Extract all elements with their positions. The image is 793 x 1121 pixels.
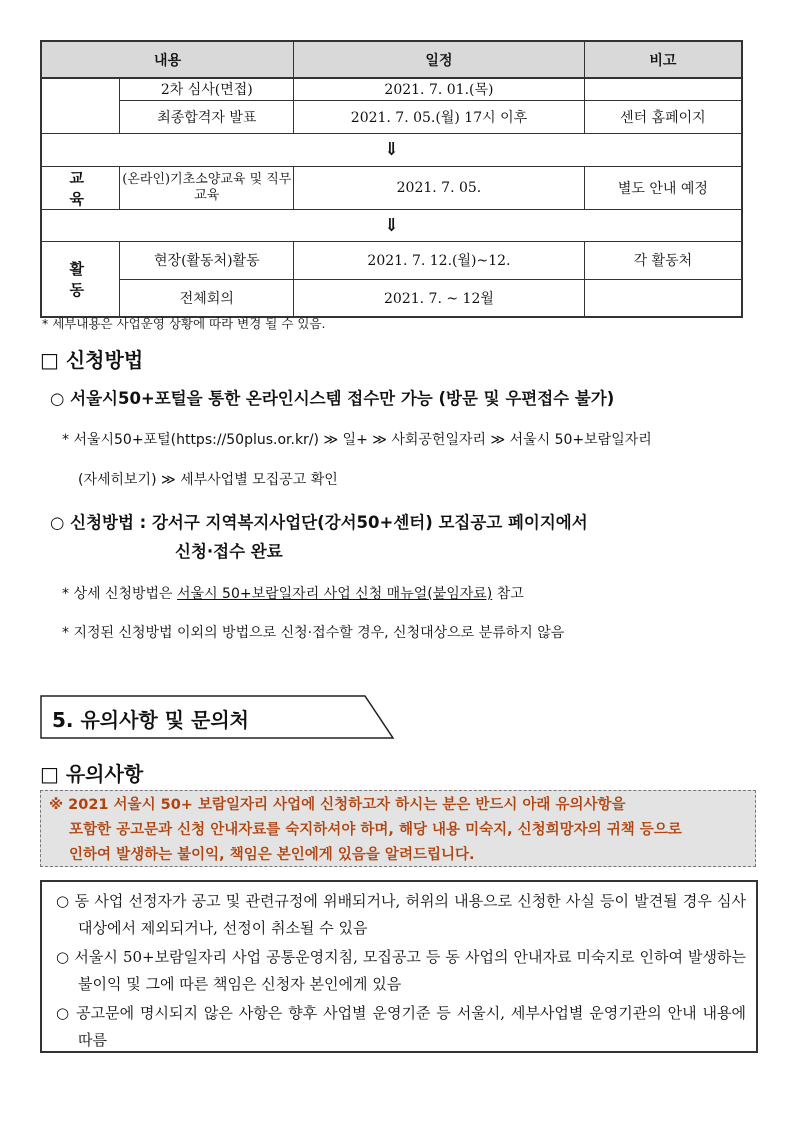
apply-bullet-1: ○ 서울시50+포털을 통한 온라인시스템 접수만 가능 (방문 및 우편접수 불가): [50, 389, 615, 408]
table-cell: 별도 안내 예정: [584, 166, 742, 209]
table-cell: 2021. 7. ~ 12월: [294, 279, 585, 317]
text: * 상세 신청방법은: [62, 586, 178, 602]
table-cell: 센터 홈페이지: [584, 100, 742, 133]
list-item: ○ 서울시 50+보람일자리 사업 공통운영지침, 모집공고 등 동 사업의 안내자료 미숙지로 인하여 발생하는 불이익 및 그에 따른 책임은 신청자 본인에게 있음: [56, 948, 746, 993]
table-cell: 2021. 7. 05.(월) 17시 이후: [294, 100, 585, 133]
section-5-title: 5. 유의사항 및 문의처: [52, 708, 249, 732]
caution-heading: □ 유의사항: [40, 762, 144, 786]
table-cell: 현장(활동처)활동: [120, 241, 294, 279]
header-content: 내용: [41, 41, 294, 78]
table-cell: 전체회의: [120, 279, 294, 317]
table-cell: 2021. 7. 05.: [294, 166, 585, 209]
text: 참고: [492, 586, 524, 602]
header-note: 비고: [584, 41, 742, 78]
table-footnote: * 세부내용은 사업운영 상황에 따라 변경 될 수 있음.: [42, 316, 326, 331]
table-cell: 각 활동처: [584, 241, 742, 279]
table-cell: (온라인)기초소양교육 및 직무교육: [120, 166, 294, 209]
down-arrow-icon: ⇓: [41, 133, 742, 166]
notice-line: 포함한 공고문과 신청 안내자료를 숙지하셔야 하며, 해당 내용 미숙지, 신청희망자의 귀책 등으로: [69, 822, 682, 838]
manual-reference: 서울시 50+보람일자리 사업 신청 매뉴얼(붙임자료): [177, 586, 493, 602]
schedule-table: [40, 40, 743, 318]
section-5-header: [40, 695, 395, 739]
caution-list: [40, 880, 758, 1053]
table-cell: [584, 279, 742, 317]
table-cell: [584, 78, 742, 100]
empty-category: [41, 78, 120, 133]
apply-sub-1-cont: (자세히보기) ≫ 세부사업별 모집공고 확인: [78, 472, 338, 488]
apply-sub-1: * 서울시50+포털(https://50plus.or.kr/) ≫ 일+ ≫ 사회공헌일자리 ≫ 서울시 50+보람일자리: [62, 432, 652, 448]
table-cell: 최종합격자 발표: [120, 100, 294, 133]
apply-bullet-2: ○ 신청방법 : 강서구 지역복지사업단(강서50+센터) 모집공고 페이지에서: [50, 513, 588, 532]
table-cell: 2차 심사(면접): [120, 78, 294, 100]
apply-sub-2: [62, 583, 524, 603]
header-schedule: 일정: [294, 41, 585, 78]
apply-heading: □ 신청방법: [40, 348, 144, 372]
apply-sub-3: * 지정된 신청방법 이외의 방법으로 신청·접수할 경우, 신청대상으로 분류하지 않음: [62, 625, 565, 641]
list-item: ○ 동 사업 선정자가 공고 및 관련규정에 위배되거나, 허위의 내용으로 신청한 사실 등이 발견될 경우 심사대상에서 제외되거나, 선정이 취소될 수 있음: [56, 892, 746, 937]
notice-line: ※ 2021 서울시 50+ 보람일자리 사업에 신청하고자 하시는 분은 반드시 아래 유의사항을: [49, 797, 626, 813]
notice-line: 인하여 발생하는 불이익, 책임은 본인에게 있음을 알려드립니다.: [69, 847, 475, 863]
category-activity: 활동: [41, 241, 120, 317]
apply-bullet-2-cont: 신청·접수 완료: [175, 542, 283, 561]
list-item: ○ 공고문에 명시되지 않은 사항은 향후 사업별 운영기준 등 서울시, 세부사업별 운영기관의 안내 내용에 따름: [56, 1004, 746, 1049]
down-arrow-icon: ⇓: [41, 209, 742, 241]
caution-notice: [40, 790, 756, 867]
category-education: 교육: [41, 166, 120, 209]
table-cell: 2021. 7. 12.(월)~12.: [294, 241, 585, 279]
table-cell: 2021. 7. 01.(목): [294, 78, 585, 100]
